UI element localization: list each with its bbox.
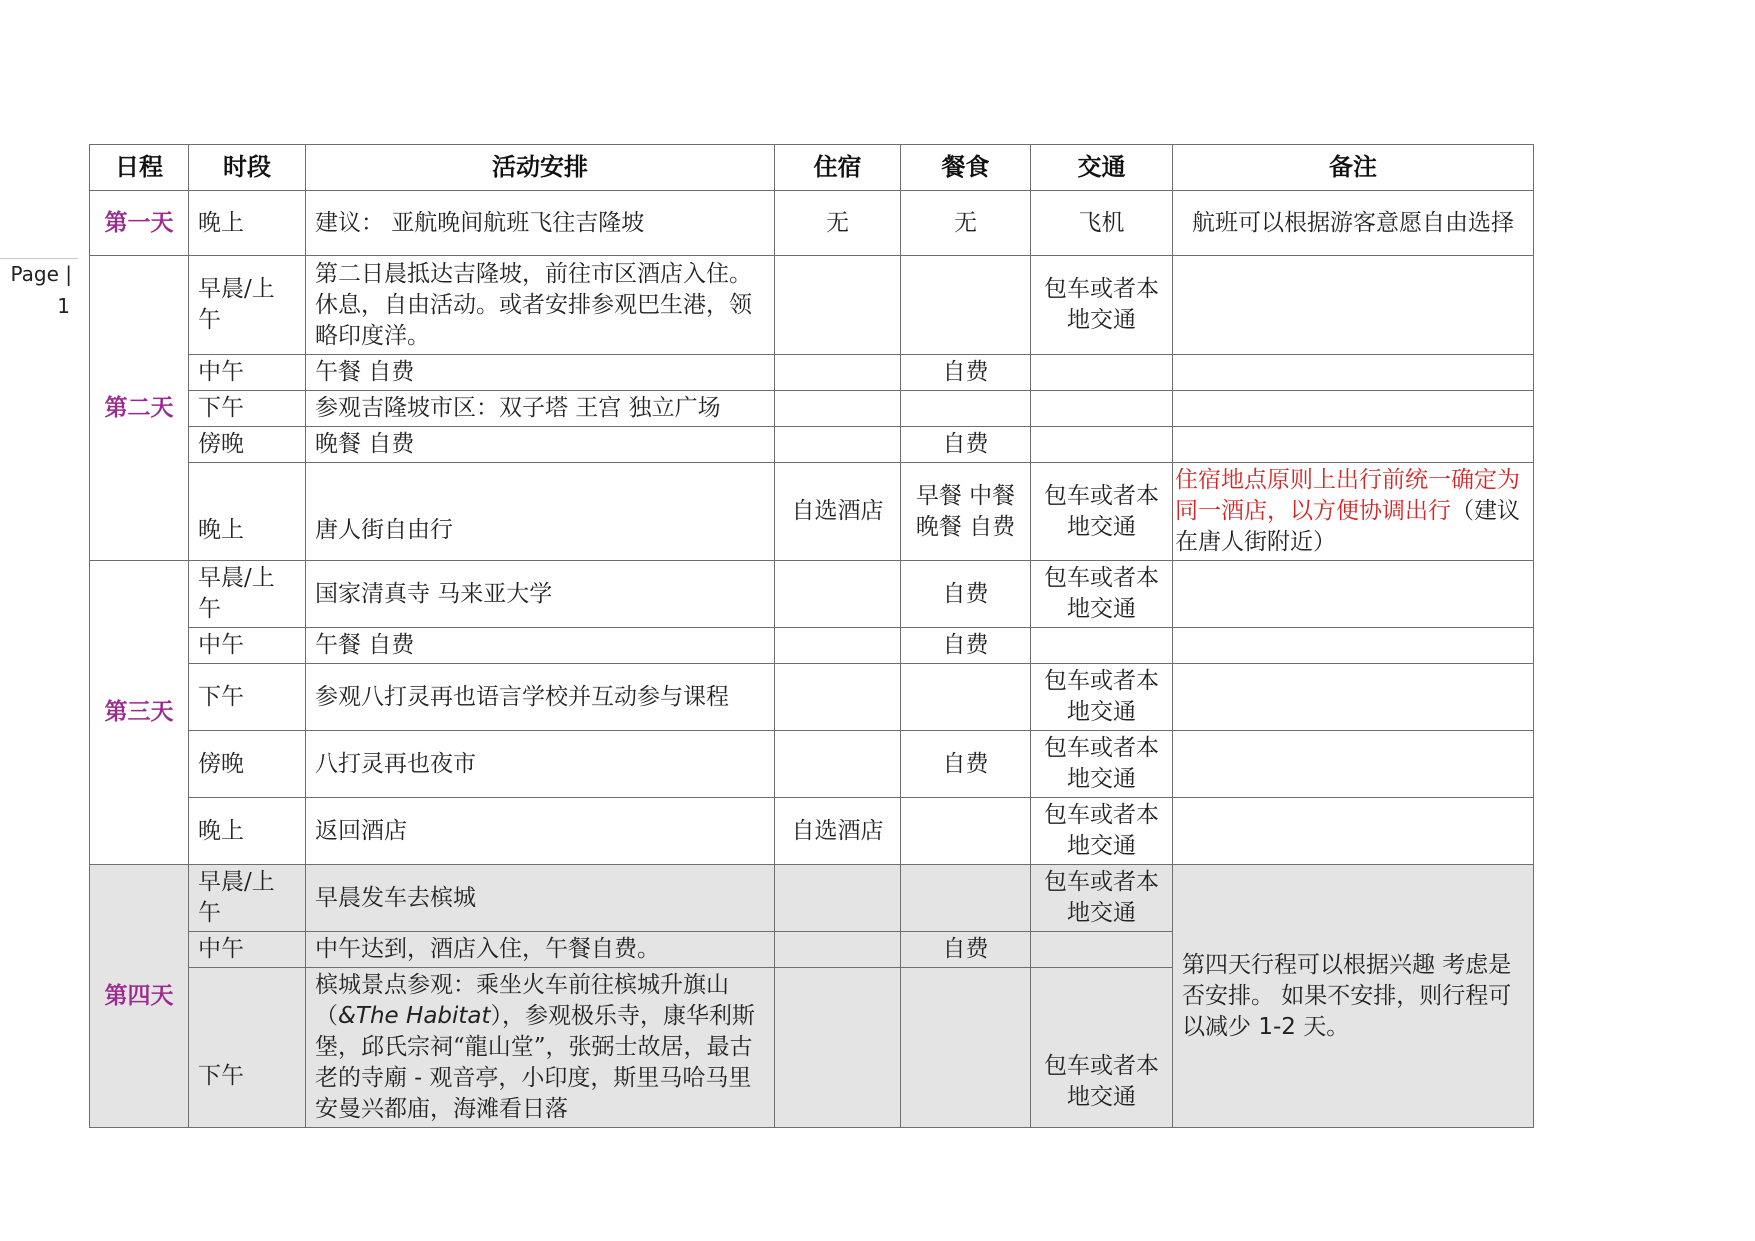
header-day: 日程 [90,145,189,191]
day4-note-text: 第四天行程可以根据兴趣 考虑是否安排。 如果不安排，则行程可以减少 [1182,951,1512,1040]
period-cell: 早晨/上午 [189,561,306,628]
day-label: 第二天 [90,256,189,561]
penang-activity-b: ），参观极乐寺，康华利斯堡，邱氏宗祠“龍山堂”，张弼士故居，最古老的寺廟 - 观音亭，小印度，斯里马哈马里安曼兴都庙，海滩看日落 [315,1003,756,1122]
period-cell: 早晨/上午 [189,256,306,355]
transport-cell: 包车或者本地交通 [1031,968,1173,1128]
table-row [90,798,1534,865]
transport-cell: 包车或者本地交通 [1031,664,1173,731]
transport-cell: 包车或者本地交通 [1031,865,1173,932]
lodging-cell [775,865,901,932]
transport-cell: 飞机 [1031,191,1173,256]
notes-cell [1173,561,1534,628]
table-row [90,256,1534,355]
activity-cell: 晚餐 自费 [306,427,775,463]
day-label: 第四天 [90,865,189,1128]
lodging-cell: 无 [775,191,901,256]
meals-cell: 自费 [901,731,1031,798]
meals-cell [901,256,1031,355]
day4-notes-cell [1173,865,1534,1128]
lodging-cell: 自选酒店 [775,798,901,865]
activity-cell [306,968,775,1128]
lodging-cell [775,731,901,798]
period-cell: 下午 [189,968,306,1128]
period-cell: 中午 [189,932,306,968]
table-row [90,865,1534,932]
activity-cell: 唐人街自由行 [306,463,775,561]
meals-cell: 无 [901,191,1031,256]
period-cell: 傍晚 [189,427,306,463]
meals-cell: 早餐 中餐 晚餐 自费 [901,463,1031,561]
table-row [90,463,1534,561]
period-cell: 傍晚 [189,731,306,798]
notes-cell [1173,664,1534,731]
table-row [90,391,1534,427]
meals-cell: 自费 [901,561,1031,628]
day-label: 第一天 [90,191,189,256]
transport-cell [1031,427,1173,463]
header-lodging: 住宿 [775,145,901,191]
notes-cell [1173,798,1534,865]
meals-cell [901,664,1031,731]
activity-cell: 参观吉隆坡市区：双子塔 王宫 独立广场 [306,391,775,427]
meals-cell: 自费 [901,427,1031,463]
lodging-cell [775,256,901,355]
header-meals: 餐食 [901,145,1031,191]
meals-cell: 自费 [901,628,1031,664]
activity-cell: 返回酒店 [306,798,775,865]
lodging-cell [775,664,901,731]
period-cell: 中午 [189,355,306,391]
activity-cell: 参观八打灵再也语言学校并互动参与课程 [306,664,775,731]
table-row [90,628,1534,664]
transport-cell [1031,628,1173,664]
penang-activity-habitat: &The Habitat [338,1003,491,1029]
activity-cell: 午餐 自费 [306,355,775,391]
meals-cell: 自费 [901,932,1031,968]
activity-cell: 建议： 亚航晚间航班飞往吉隆坡 [306,191,775,256]
notes-cell [1173,355,1534,391]
header-period: 时段 [189,145,306,191]
lodging-note-highlight: 住宿地点原则上出行前统一确定为同一酒店，以方便协调出行 [1175,467,1520,524]
transport-cell [1031,391,1173,427]
lodging-cell [775,391,901,427]
lodging-note-tail: （建议在唐人街附近） [1175,498,1520,555]
transport-cell: 包车或者本地交通 [1031,463,1173,561]
period-cell: 晚上 [189,463,306,561]
table-row [90,561,1534,628]
penang-activity-a: 槟城景点参观：乘坐火车前往槟城升旗山（ [315,972,729,1029]
lodging-cell [775,561,901,628]
notes-cell [1173,731,1534,798]
lodging-cell [775,355,901,391]
notes-cell [1173,463,1534,561]
day4-note-days: 1-2 [1258,1013,1296,1040]
meals-cell [901,798,1031,865]
period-cell: 晚上 [189,191,306,256]
period-cell: 晚上 [189,798,306,865]
activity-cell: 第二日晨抵达吉隆坡，前往市区酒店入住。休息，自由活动。或者安排参观巴生港，领略印度洋。 [306,256,775,355]
period-cell: 下午 [189,391,306,427]
day4-note-end: 天。 [1295,1013,1350,1040]
table-row [90,191,1534,256]
page-label: Page | [10,262,72,286]
notes-cell [1173,628,1534,664]
activity-cell: 八打灵再也夜市 [306,731,775,798]
period-cell: 早晨/上午 [189,865,306,932]
meals-cell: 自费 [901,355,1031,391]
period-cell: 下午 [189,664,306,731]
activity-cell: 中午达到，酒店入住，午餐自费。 [306,932,775,968]
notes-cell: 航班可以根据游客意愿自由选择 [1173,191,1534,256]
notes-cell [1173,427,1534,463]
margin-rule [0,258,78,259]
header-notes: 备注 [1173,145,1534,191]
transport-cell: 包车或者本地交通 [1031,731,1173,798]
header-transport: 交通 [1031,145,1173,191]
page-number-margin [0,258,78,322]
transport-cell: 包车或者本地交通 [1031,256,1173,355]
meals-cell [901,391,1031,427]
meals-cell [901,968,1031,1128]
transport-cell [1031,932,1173,968]
page-number: 1 [57,294,70,318]
transport-cell [1031,355,1173,391]
header-row [90,145,1534,191]
transport-cell: 包车或者本地交通 [1031,798,1173,865]
notes-cell [1173,391,1534,427]
table-row [90,355,1534,391]
meals-cell [901,865,1031,932]
table-row [90,427,1534,463]
table-row [90,664,1534,731]
notes-cell [1173,256,1534,355]
lodging-cell [775,932,901,968]
activity-cell: 国家清真寺 马来亚大学 [306,561,775,628]
lodging-cell: 自选酒店 [775,463,901,561]
lodging-cell [775,628,901,664]
header-activity: 活动安排 [306,145,775,191]
activity-cell: 午餐 自费 [306,628,775,664]
itinerary-table [89,144,1534,1128]
activity-cell: 早晨发车去槟城 [306,865,775,932]
period-cell: 中午 [189,628,306,664]
lodging-cell [775,968,901,1128]
day-label: 第三天 [90,561,189,865]
transport-cell: 包车或者本地交通 [1031,561,1173,628]
lodging-cell [775,427,901,463]
table-row [90,731,1534,798]
